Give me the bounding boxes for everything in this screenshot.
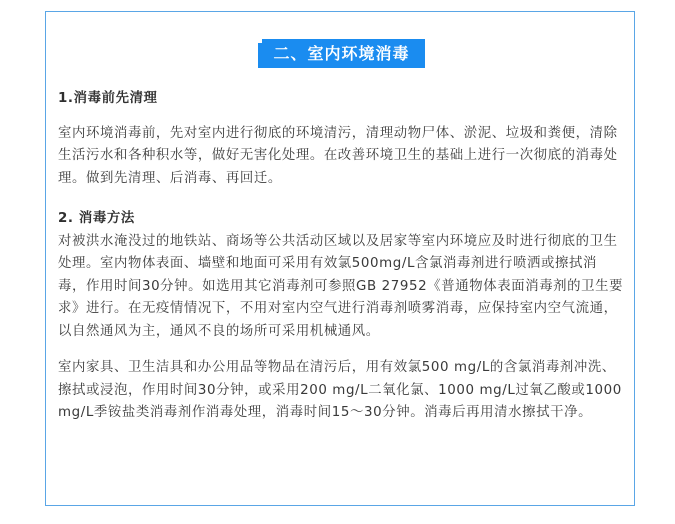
section-title: 二、室内环境消毒: [258, 39, 425, 68]
section-title-badge: [255, 36, 425, 68]
paragraph-method-surfaces: 对被洪水淹没过的地铁站、商场等公共活动区域以及居家等室内环境应及时进行彻底的卫生处理。室内物体表面、墙壁和地面可采用有效氯500mg/L含氯消毒剂进行喷洒或擦拭消毒，作用时间30分钟。如选用其它消毒剂可参照GB 27952《普通物体表面消毒剂的卫生要求》进行。在无疫情情况下，不用对室内空气进行消毒剂喷雾消毒，应保持室内空气流通，以自然通风为主，通风不良的场所可采用机械通风。: [58, 233, 624, 339]
spacer: [58, 343, 624, 357]
paragraph-cleanup: 室内环境消毒前，先对室内进行彻底的环境清污，清理动物尸体、淤泥、垃圾和粪便，清除生活污水和各种积水等，做好无害化处理。在改善环境卫生的基础上进行一次彻底的消毒处理。做到先清理、后消毒、再回迁。: [58, 125, 618, 186]
title-corner-notch: [255, 36, 262, 43]
paragraph-method-furniture: 室内家具、卫生洁具和办公用品等物品在清污后，用有效氯500 mg/L的含氯消毒剂冲洗、擦拭或浸泡，作用时间30分钟，或采用200 mg/L二氧化氯、1000 mg/L过氧乙酸或1000 mg/L季铵盐类消毒剂作消毒处理，消毒时间15～30分钟。消毒后再用清水擦拭干净。: [58, 360, 622, 420]
spacer: [58, 190, 624, 208]
article-content: [58, 88, 624, 425]
subheading-method: 2. 消毒方法: [58, 211, 135, 226]
subheading-cleanup: 1.消毒前先清理: [58, 91, 158, 106]
